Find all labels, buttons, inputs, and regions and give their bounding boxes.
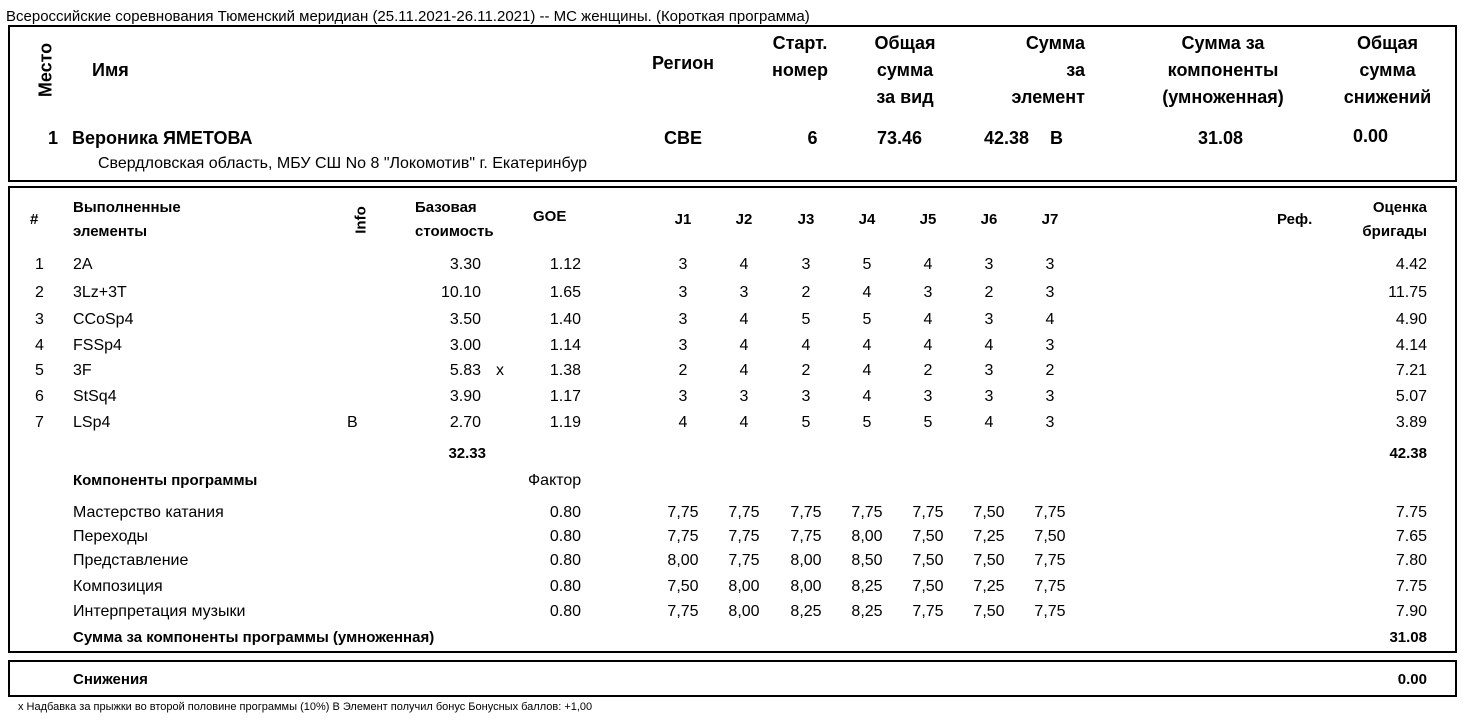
panel-score-header: Оценка бригады — [1362, 199, 1427, 240]
skater-name: Вероника ЯМЕТОВА — [72, 128, 253, 148]
element-base-value: 3.00 — [449, 337, 481, 354]
component-name: Представление — [73, 552, 189, 569]
component-judge-mark: 7,75 — [912, 504, 944, 521]
component-judge-mark: 7,75 — [851, 504, 883, 521]
skater-start-number: 6 — [807, 128, 818, 148]
component-judge-mark: 7,75 — [728, 504, 760, 521]
element-code: StSq4 — [73, 388, 117, 405]
component-judge-mark: 7,50 — [973, 603, 1005, 620]
component-judge-mark: 8,25 — [851, 603, 883, 620]
component-judge-mark: 8,25 — [851, 578, 883, 595]
element-code: FSSp4 — [73, 337, 122, 354]
judge-mark: 4 — [801, 337, 811, 354]
component-judge-mark: 7,50 — [973, 552, 1005, 569]
info-header: Info — [352, 206, 370, 234]
component-judge-mark: 7,50 — [912, 528, 944, 545]
judge-mark: 3 — [801, 256, 811, 273]
judge-mark: 3 — [984, 362, 994, 379]
component-factor: 0.80 — [549, 603, 581, 620]
element-number: 3 — [35, 311, 44, 328]
judge-mark: 5 — [923, 414, 933, 431]
deductions-header: Общая сумма снижений — [1343, 33, 1432, 107]
component-judge-mark: 7,50 — [1034, 528, 1066, 545]
skater-element-flag: B — [1050, 128, 1063, 148]
component-factor: 0.80 — [549, 528, 581, 545]
referee-header: Реф. — [1277, 211, 1313, 228]
component-judge-mark: 7,75 — [790, 528, 822, 545]
component-judge-mark: 8,00 — [728, 578, 760, 595]
component-judge-mark: 7,50 — [667, 578, 699, 595]
element-base-value: 10.10 — [440, 284, 481, 301]
component-judge-mark: 7,25 — [973, 578, 1005, 595]
element-panel-score: 11.75 — [1388, 284, 1427, 301]
judge-mark: 2 — [1045, 362, 1055, 379]
judge-header: J1 — [674, 211, 692, 228]
place-header: Место — [35, 42, 56, 98]
judge-mark: 4 — [739, 311, 749, 328]
component-name: Интерпретация музыки — [73, 603, 246, 620]
page-title: Всероссийские соревнования Тюменский меридиан (25.11.2021-26.11.2021) -- МС женщины. (Короткая программа) — [6, 8, 810, 25]
element-number: 1 — [35, 256, 44, 273]
element-bonus-mark: x — [496, 362, 504, 379]
judge-mark: 2 — [984, 284, 994, 301]
base-value-total: 32.33 — [448, 445, 486, 462]
judge-mark: 3 — [739, 388, 749, 405]
component-judge-mark: 8,50 — [851, 552, 883, 569]
component-score: 7.75 — [1395, 504, 1427, 521]
element-goe: 1.65 — [549, 284, 581, 301]
component-judge-mark: 7,50 — [912, 552, 944, 569]
region-header: Регион — [652, 53, 714, 73]
judge-mark: 3 — [1045, 256, 1055, 273]
component-score: 7.65 — [1395, 528, 1427, 545]
component-judge-mark: 7,75 — [790, 504, 822, 521]
total-score-header: Общая сумма за вид — [874, 33, 936, 107]
element-goe: 1.40 — [549, 311, 581, 328]
components-title: Компоненты программы — [73, 472, 258, 489]
component-score: 7.90 — [1395, 603, 1427, 620]
judge-mark: 4 — [739, 256, 749, 273]
judge-mark: 3 — [678, 284, 688, 301]
component-judge-mark: 7,75 — [912, 603, 944, 620]
footnote: x Надбавка за прыжки во второй половине программы (10%) B Элемент получил бонус Бонусных баллов: +1,00 — [18, 701, 593, 713]
element-goe: 1.38 — [549, 362, 581, 379]
component-judge-mark: 8,00 — [790, 578, 822, 595]
element-code: 3Lz+3T — [73, 284, 127, 301]
judge-mark: 3 — [739, 284, 749, 301]
judge-mark: 5 — [862, 311, 872, 328]
element-code: CCoSp4 — [73, 311, 134, 328]
component-name: Композиция — [73, 578, 163, 595]
judge-mark: 4 — [739, 414, 749, 431]
element-number: 7 — [35, 414, 44, 431]
judge-mark: 4 — [984, 337, 994, 354]
judge-mark: 4 — [678, 414, 688, 431]
skater-deductions: 0.00 — [1353, 126, 1389, 146]
element-number: 2 — [35, 284, 44, 301]
element-code: 2A — [73, 256, 93, 273]
components-total: 31.08 — [1389, 629, 1427, 646]
judge-mark: 4 — [862, 362, 872, 379]
judge-mark: 4 — [923, 311, 933, 328]
element-panel-score: 4.90 — [1395, 311, 1427, 328]
component-judge-mark: 7,75 — [1034, 552, 1066, 569]
deductions-value: 0.00 — [1397, 671, 1427, 688]
element-number: 5 — [35, 362, 44, 379]
num-header: # — [30, 211, 39, 228]
element-score-header: Сумма за элемент — [1011, 33, 1085, 107]
element-base-value: 3.90 — [449, 388, 481, 405]
element-base-value: 2.70 — [449, 414, 481, 431]
skater-element-score: 42.38 — [984, 128, 1030, 148]
component-judge-mark: 7,75 — [1034, 578, 1066, 595]
element-panel-score: 3.89 — [1395, 414, 1427, 431]
judge-mark: 4 — [862, 337, 872, 354]
judge-mark: 3 — [923, 388, 933, 405]
judge-mark: 4 — [739, 362, 749, 379]
start-number-header: Старт. номер — [772, 33, 828, 80]
element-goe: 1.19 — [549, 414, 581, 431]
judge-header: J2 — [735, 211, 753, 228]
judge-mark: 3 — [923, 284, 933, 301]
judge-mark: 2 — [923, 362, 933, 379]
element-panel-score: 7.21 — [1395, 362, 1427, 379]
element-number: 4 — [35, 337, 44, 354]
judge-header: J4 — [858, 211, 876, 228]
judge-mark: 3 — [984, 256, 994, 273]
skater-club: Свердловская область, МБУ СШ No 8 "Локомотив" г. Екатеринбур — [98, 155, 588, 172]
judge-mark: 3 — [1045, 284, 1055, 301]
judge-mark: 2 — [678, 362, 688, 379]
component-judge-mark: 7,75 — [728, 528, 760, 545]
factor-header: Фактор — [528, 472, 582, 489]
component-score: 7.80 — [1395, 552, 1427, 569]
judge-mark: 5 — [862, 414, 872, 431]
judge-mark: 5 — [801, 311, 811, 328]
goe-header: GOE — [533, 208, 567, 225]
name-header: Имя — [92, 60, 129, 80]
judge-mark: 3 — [1045, 414, 1055, 431]
elements-header: Выполненные элементы — [73, 199, 181, 240]
component-judge-mark: 7,25 — [973, 528, 1005, 545]
judge-mark: 4 — [984, 414, 994, 431]
base-value-header: Базовая стоимость — [415, 199, 494, 240]
element-panel-score: 4.42 — [1395, 256, 1427, 273]
judge-mark: 4 — [923, 337, 933, 354]
judge-mark: 4 — [862, 284, 872, 301]
component-name: Мастерство катания — [73, 504, 224, 521]
component-factor: 0.80 — [549, 552, 581, 569]
judge-header: J6 — [980, 211, 998, 228]
judge-mark: 3 — [678, 311, 688, 328]
judge-mark: 5 — [862, 256, 872, 273]
component-name: Переходы — [73, 528, 149, 545]
component-factor: 0.80 — [549, 504, 581, 521]
element-goe: 1.17 — [549, 388, 581, 405]
judge-mark: 3 — [1045, 337, 1055, 354]
judge-mark: 3 — [801, 388, 811, 405]
judge-header: J7 — [1041, 211, 1059, 228]
component-judge-mark: 7,75 — [667, 504, 699, 521]
judge-mark: 3 — [678, 256, 688, 273]
judge-mark: 4 — [739, 337, 749, 354]
judge-mark: 5 — [801, 414, 811, 431]
component-judge-mark: 8,00 — [667, 552, 699, 569]
component-score-header: Сумма за компоненты (умноженная) — [1162, 33, 1284, 107]
judge-header: J5 — [919, 211, 937, 228]
judge-mark: 4 — [1045, 311, 1055, 328]
element-code: 3F — [73, 362, 92, 379]
judge-mark: 2 — [801, 284, 811, 301]
component-judge-mark: 7,75 — [1034, 504, 1066, 521]
element-base-value: 3.30 — [449, 256, 481, 273]
component-judge-mark: 7,75 — [667, 528, 699, 545]
component-judge-mark: 8,00 — [790, 552, 822, 569]
judge-mark: 3 — [678, 337, 688, 354]
components-total-label: Сумма за компоненты программы (умноженная) — [73, 629, 435, 646]
element-base-value: 3.50 — [449, 311, 481, 328]
component-judge-mark: 7,75 — [1034, 603, 1066, 620]
judge-mark: 2 — [801, 362, 811, 379]
element-goe: 1.14 — [549, 337, 581, 354]
element-goe: 1.12 — [549, 256, 581, 273]
judge-mark: 4 — [923, 256, 933, 273]
element-panel-score: 4.14 — [1395, 337, 1427, 354]
component-judge-mark: 7,75 — [667, 603, 699, 620]
component-judge-mark: 8,00 — [728, 603, 760, 620]
component-judge-mark: 8,00 — [851, 528, 883, 545]
component-judge-mark: 8,25 — [790, 603, 822, 620]
elements-total: 42.38 — [1389, 445, 1427, 462]
component-judge-mark: 7,50 — [973, 504, 1005, 521]
element-panel-score: 5.07 — [1395, 388, 1427, 405]
element-info: B — [347, 414, 358, 431]
judge-mark: 3 — [984, 388, 994, 405]
skater-total-score: 73.46 — [877, 128, 923, 148]
deductions-box — [8, 660, 1457, 697]
element-code: LSp4 — [73, 414, 111, 431]
component-judge-mark: 7,50 — [912, 578, 944, 595]
judge-mark: 4 — [862, 388, 872, 405]
skater-region: CBE — [664, 128, 703, 148]
element-number: 6 — [35, 388, 44, 405]
judge-mark: 3 — [984, 311, 994, 328]
judge-mark: 3 — [1045, 388, 1055, 405]
judge-header: J3 — [797, 211, 815, 228]
component-factor: 0.80 — [549, 578, 581, 595]
element-base-value: 5.83 — [449, 362, 481, 379]
deductions-label: Снижения — [73, 671, 148, 688]
component-score: 7.75 — [1395, 578, 1427, 595]
component-judge-mark: 7,75 — [728, 552, 760, 569]
skater-component-score: 31.08 — [1198, 128, 1244, 148]
judge-mark: 3 — [678, 388, 688, 405]
skater-place: 1 — [48, 128, 59, 148]
